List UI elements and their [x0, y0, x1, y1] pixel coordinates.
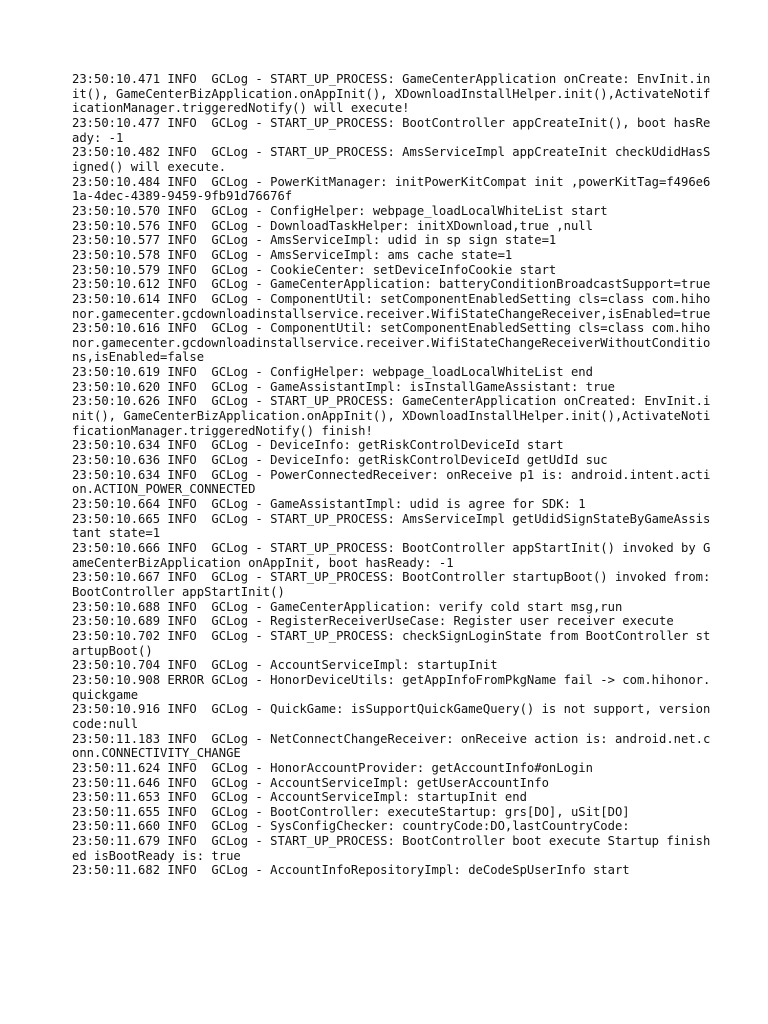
log-line: 23:50:10.626 INFO GCLog - START_UP_PROCESS: GameCenterApplication onCreated: EnvInit.init(), GameCenterBizApplication.onAppInit(), XDownloadInstallHelper.init(),ActivateNotificationManager.triggeredNotify() finish!	[72, 394, 711, 438]
log-line: 23:50:10.614 INFO GCLog - ComponentUtil: setComponentEnabledSetting cls=class com.hihonor.gamecenter.gcdownloadinstallservice.receiver.WifiStateChangeReceiver,isEnabled=true	[72, 291, 711, 321]
log-line: 23:50:11.183 INFO GCLog - NetConnectChangeReceiver: onReceive action is: android.net.conn.CONNECTIVITY_CHANGE	[72, 731, 711, 761]
log-line: 23:50:10.665 INFO GCLog - START_UP_PROCESS: AmsServiceImpl getUdidSignStateByGameAssistant state=1	[72, 511, 711, 541]
log-line: 23:50:10.471 INFO GCLog - START_UP_PROCESS: GameCenterApplication onCreate: EnvInit.init(), GameCenterBizApplication.onAppInit(), XDownloadInstallHelper.init(),ActivateNotificationManager.triggeredNotify() will execute!	[72, 72, 711, 116]
log-line: 23:50:11.624 INFO GCLog - HonorAccountProvider: getAccountInfo#onLogin	[72, 760, 593, 775]
log-line: 23:50:10.704 INFO GCLog - AccountServiceImpl: startupInit	[72, 658, 498, 673]
log-line: 23:50:10.570 INFO GCLog - ConfigHelper: webpage_loadLocalWhiteList start	[72, 203, 608, 218]
log-line: 23:50:10.702 INFO GCLog - START_UP_PROCESS: checkSignLoginState from BootController startupBoot()	[72, 628, 711, 658]
log-line: 23:50:10.477 INFO GCLog - START_UP_PROCESS: BootController appCreateInit(), boot hasReady: -1	[72, 115, 711, 145]
log-line: 23:50:10.578 INFO GCLog - AmsServiceImpl: ams cache state=1	[72, 247, 513, 262]
log-line: 23:50:11.655 INFO GCLog - BootController: executeStartup: grs[DO], uSit[DO]	[72, 804, 630, 819]
log-line: 23:50:10.482 INFO GCLog - START_UP_PROCESS: AmsServiceImpl appCreateInit checkUdidHasSigned() will execute.	[72, 145, 711, 174]
log-line: 23:50:10.579 INFO GCLog - CookieCenter: setDeviceInfoCookie start	[72, 262, 557, 277]
log-line: 23:50:10.576 INFO GCLog - DownloadTaskHelper: initXDownload,true ,null	[72, 218, 593, 233]
log-line: 23:50:10.667 INFO GCLog - START_UP_PROCESS: BootController startupBoot() invoked from: BootController appStartInit()	[72, 570, 718, 599]
log-line: 23:50:11.653 INFO GCLog - AccountServiceImpl: startupInit end	[72, 790, 527, 805]
log-line: 23:50:11.682 INFO GCLog - AccountInfoRepositoryImpl: deCodeSpUserInfo start	[72, 863, 630, 878]
log-line: 23:50:10.619 INFO GCLog - ConfigHelper: webpage_loadLocalWhiteList end	[72, 365, 593, 380]
log-line: 23:50:10.664 INFO GCLog - GameAssistantImpl: udid is agree for SDK: 1	[72, 497, 586, 512]
log-line: 23:50:10.688 INFO GCLog - GameCenterApplication: verify cold start msg,run	[72, 599, 623, 614]
log-line: 23:50:10.634 INFO GCLog - PowerConnectedReceiver: onReceive p1 is: android.intent.action.ACTION_POWER_CONNECTED	[72, 467, 711, 497]
log-line: 23:50:10.612 INFO GCLog - GameCenterApplication: batteryConditionBroadcastSupport=true	[72, 277, 711, 292]
log-line: 23:50:10.689 INFO GCLog - RegisterReceiverUseCase: Register user receiver execute	[72, 614, 674, 629]
log-line: 23:50:11.660 INFO GCLog - SysConfigChecker: countryCode:DO,lastCountryCode:	[72, 819, 630, 834]
log-document	[72, 72, 718, 878]
log-line: 23:50:10.916 INFO GCLog - QuickGame: isSupportQuickGameQuery() is not support, versioncode:null	[72, 702, 711, 731]
log-line: 23:50:10.636 INFO GCLog - DeviceInfo: getRiskControlDeviceId getUdId suc	[72, 453, 608, 468]
log-line: 23:50:11.679 INFO GCLog - START_UP_PROCESS: BootController boot execute Startup finished isBootReady is: true	[72, 834, 711, 863]
log-line-error: 23:50:10.908 ERROR GCLog - HonorDeviceUtils: getAppInfoFromPkgName fail -> com.hihonor.quickgame	[72, 672, 711, 702]
log-line: 23:50:10.577 INFO GCLog - AmsServiceImpl: udid in sp sign state=1	[72, 233, 557, 248]
log-line: 23:50:11.646 INFO GCLog - AccountServiceImpl: getUserAccountInfo	[72, 775, 549, 790]
log-line: 23:50:10.484 INFO GCLog - PowerKitManager: initPowerKitCompat init ,powerKitTag=f496e61a-4dec-4389-9459-9fb91d76676f	[72, 174, 711, 204]
log-line: 23:50:10.620 INFO GCLog - GameAssistantImpl: isInstallGameAssistant: true	[72, 379, 615, 394]
log-line: 23:50:10.634 INFO GCLog - DeviceInfo: getRiskControlDeviceId start	[72, 438, 564, 453]
log-line: 23:50:10.616 INFO GCLog - ComponentUtil: setComponentEnabledSetting cls=class com.hihonor.gamecenter.gcdownloadinstallservice.receiver.WifiStateChangeReceiverWithoutConditions,isEnabled=false	[72, 321, 711, 365]
log-line: 23:50:10.666 INFO GCLog - START_UP_PROCESS: BootController appStartInit() invoked by GameCenterBizApplication onAppInit, boot hasReady: -1	[72, 541, 711, 570]
